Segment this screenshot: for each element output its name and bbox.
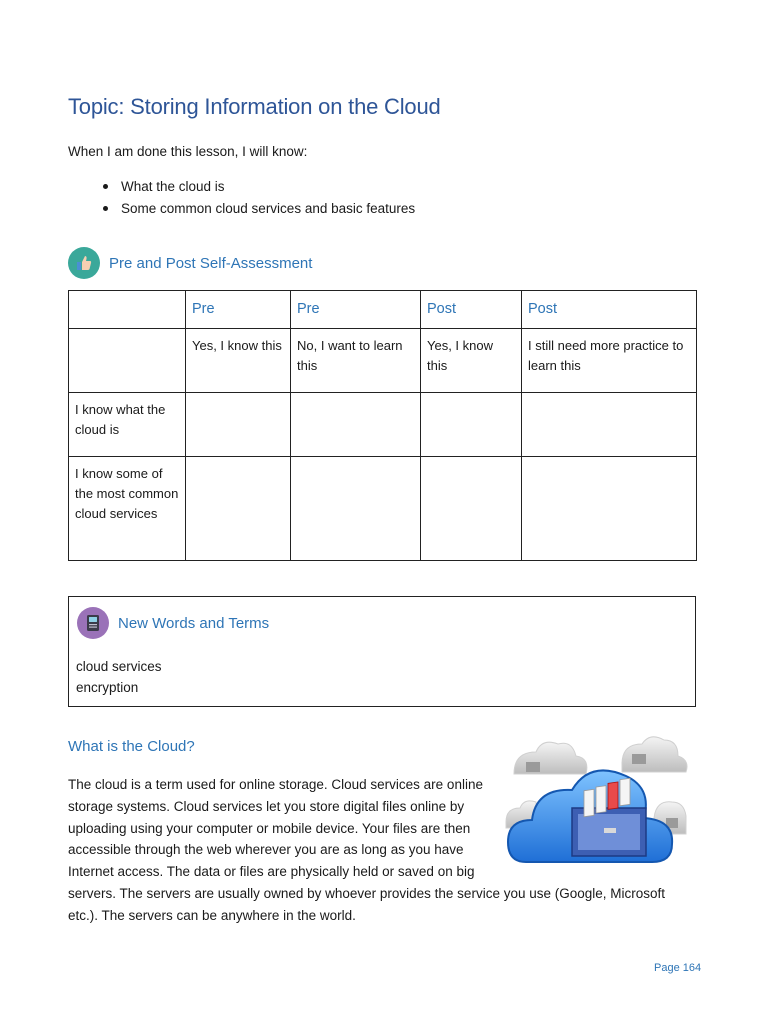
new-terms-heading	[77, 607, 269, 639]
column-header: Post	[528, 301, 558, 317]
column-header: Pre	[297, 301, 320, 317]
table-row	[69, 291, 697, 329]
row-label: I know some of the most common cloud services	[69, 457, 186, 561]
checkbox-cell[interactable]	[291, 457, 421, 561]
checkbox-cell[interactable]	[291, 393, 421, 457]
page-title: Topic: Storing Information on the Cloud	[68, 94, 441, 119]
table-cell	[69, 329, 186, 393]
table-cell	[421, 291, 522, 329]
checkbox-cell[interactable]	[421, 393, 522, 457]
learning-goals-list	[103, 178, 415, 222]
self-assessment-heading	[68, 247, 312, 279]
table-cell: I still need more practice to learn this	[522, 329, 697, 393]
new-terms-box	[68, 596, 696, 707]
paragraph-line: The cloud is a term used for online storage. Cloud services are online	[68, 777, 483, 792]
what-is-cloud-paragraph	[68, 774, 688, 927]
list-item: encryption	[76, 680, 139, 695]
section-title: Pre and Post Self-Assessment	[109, 254, 313, 272]
terms-list	[76, 656, 162, 698]
row-label: I know what the cloud is	[69, 393, 186, 457]
paragraph-line: uploading using your computer or mobile device. Your files are then	[68, 820, 471, 836]
checkbox-cell[interactable]	[522, 393, 697, 457]
table-cell	[69, 291, 186, 329]
checkbox-cell[interactable]	[522, 457, 697, 561]
column-header: Post	[427, 301, 457, 317]
intro-text: When I am done this lesson, I will know:	[68, 144, 308, 159]
checkbox-cell[interactable]	[186, 457, 291, 561]
paragraph-line: servers. The servers are usually owned by whoever provides the service you use (Google, Microsoft	[68, 885, 666, 901]
table-row	[69, 457, 697, 561]
column-header: Pre	[192, 301, 215, 317]
table-cell: Yes, I know this	[186, 329, 291, 393]
checkbox-cell[interactable]	[186, 393, 291, 457]
table-cell	[522, 291, 697, 329]
table-cell: Yes, I know this	[421, 329, 522, 393]
page-number: Page 164	[654, 962, 702, 974]
what-is-cloud-heading: What is the Cloud?	[68, 738, 195, 755]
table-cell	[291, 291, 421, 329]
table-row	[69, 393, 697, 457]
table-cell: No, I want to learn this	[291, 329, 421, 393]
table-row	[69, 329, 697, 393]
section-title: New Words and Terms	[118, 614, 270, 632]
list-item: cloud services	[76, 659, 162, 674]
book-icon	[77, 607, 109, 639]
checkbox-cell[interactable]	[421, 457, 522, 561]
paragraph-line: Internet access. The data or files are physically held or saved on big	[68, 864, 475, 880]
list-item: What the cloud is	[103, 178, 415, 200]
table-cell	[186, 291, 291, 329]
list-item: Some common cloud services and basic features	[103, 200, 415, 222]
thumbs-up-icon	[68, 247, 100, 279]
paragraph-line: etc.). The servers can be anywhere in the world.	[68, 907, 356, 923]
paragraph-line: storage systems. Cloud services let you store digital files online by	[68, 798, 465, 814]
paragraph-line: accessible through the web wherever you are as long as you have	[68, 842, 464, 858]
self-assessment-table	[68, 290, 697, 561]
